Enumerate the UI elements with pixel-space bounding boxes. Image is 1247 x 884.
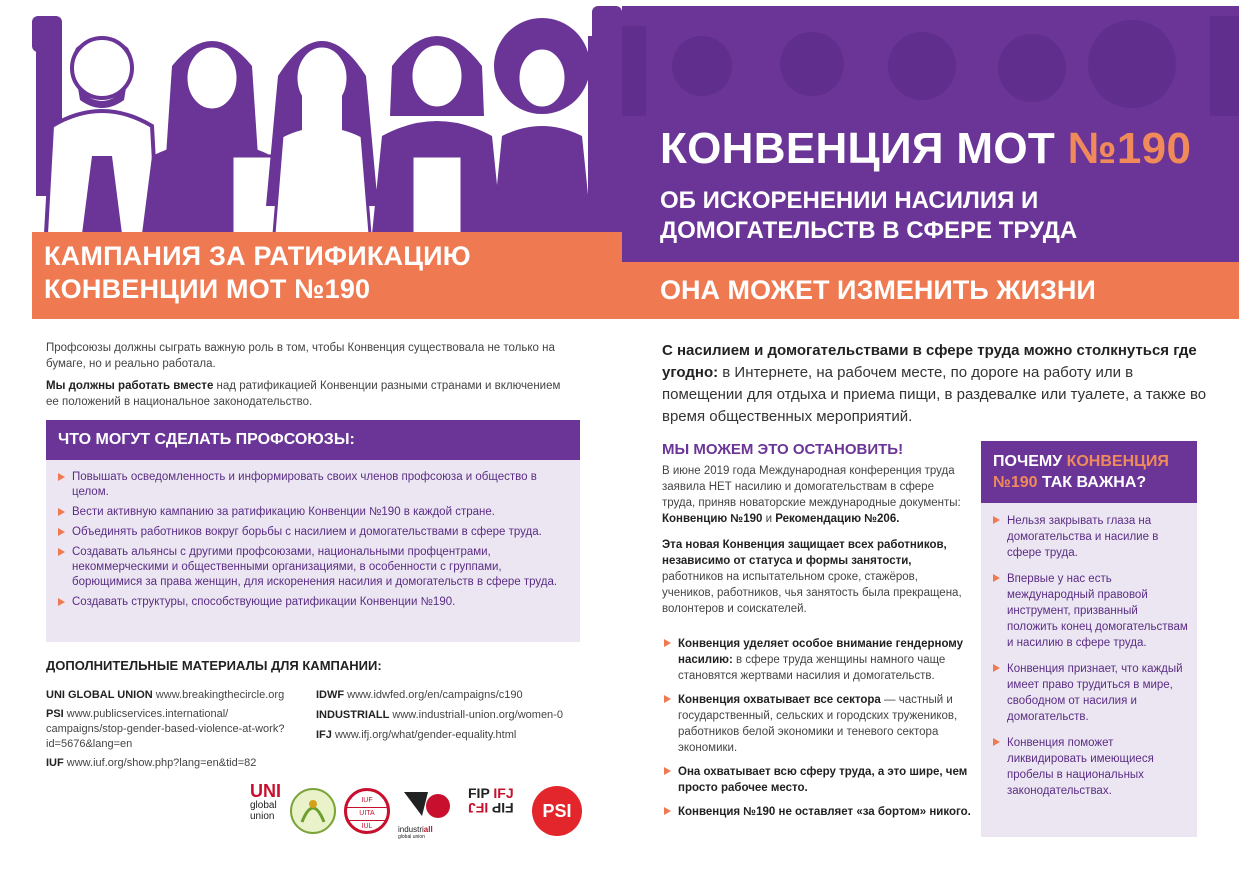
we-can-stop-it-heading: МЫ МОЖЕМ ЭТО ОСТАНОВИТЬ!: [662, 441, 904, 458]
bullet-triangle-icon: [993, 516, 1000, 524]
convention-subtitle-line-2: ДОМОГАТЕЛЬСТВ В СФЕРЕ ТРУДА: [660, 217, 1078, 244]
campaign-title-banner: [32, 232, 622, 319]
convention-description: [662, 463, 962, 627]
resources-left-column: [46, 688, 306, 771]
resources-heading: ДОПОЛНИТЕЛЬНЫЕ МАТЕРИАЛЫ ДЛЯ КАМПАНИИ:: [46, 658, 382, 673]
intro-text: [46, 340, 576, 416]
protection-paragraph: Эта новая Конвенция защищает всех работников, независимо от статуса и формы занятости, работников на испытательном сроке, стажёров, учеников, работников, чья занятость была прекращена, волонтеров и соискателей.: [662, 539, 962, 615]
why-important-box: [981, 441, 1197, 837]
resource-link[interactable]: IFJ www.ifj.org/what/gender-equality.html: [316, 729, 517, 741]
lead-paragraph: С насилием и домогательствами в сфере труда можно столкнуться где угодно: в Интернете, на рабочем месте, по дороге на работу или в помещении для отдыха и приема пищи, в раздевалке или туалете, а также во время общественных мероприятий.: [662, 342, 1207, 425]
convention-title-panel: [622, 6, 1239, 262]
convention-number: №190: [1067, 124, 1192, 173]
list-item: Вести активную кампанию за ратификацию Конвенции №190 в каждой стране.: [56, 505, 570, 520]
list-item: Конвенция №190 не оставляет «за бортом» никого.: [662, 804, 972, 820]
why-important-list: [991, 513, 1191, 809]
list-item: Конвенция поможет ликвидировать имеющиеся пробелы в национальных законодательствах.: [991, 735, 1191, 799]
bullet-triangle-icon: [664, 695, 671, 703]
list-item: Нельзя закрывать глаза на домогательства и насилие в сфере труда.: [991, 513, 1191, 561]
protesters-illustration: [32, 6, 622, 234]
bullet-triangle-icon: [58, 508, 65, 516]
convention-subtitle-line-1: ОБ ИСКОРЕНЕНИИ НАСИЛИЯ И: [660, 187, 1039, 214]
convention-title: КОНВЕНЦИЯ МОТ №190: [660, 124, 1192, 173]
resource-link[interactable]: UNI GLOBAL UNION www.breakingthecircle.org: [46, 689, 285, 701]
campaign-title-line-2: КОНВЕНЦИИ МОТ №190: [44, 274, 371, 304]
campaign-title-line-1: КАМПАНИЯ ЗА РАТИФИКАЦИЮ: [44, 241, 471, 271]
list-item: Объединять работников вокруг борьбы с насилием и домогательствами в сфере труда.: [56, 525, 570, 540]
resource-link[interactable]: IUF www.iuf.org/show.php?lang=en&tid=82: [46, 757, 257, 769]
bullet-triangle-icon: [993, 738, 1000, 746]
iuf-logo: IUF UITA IUL: [344, 788, 390, 834]
bullet-triangle-icon: [993, 574, 1000, 582]
list-item: Создавать альянсы с другими профсоюзами, национальными профцентрами, некоммерческими и общественными организациями, в особенности с группами, борющимися за права женщин, для искоренения насилия и домогательств в сфере труда.: [56, 545, 570, 590]
bullet-triangle-icon: [58, 473, 65, 481]
convention-subtitle: [660, 186, 1077, 246]
bullet-triangle-icon: [664, 767, 671, 775]
bullet-triangle-icon: [58, 528, 65, 536]
what-unions-can-do-box: [46, 420, 580, 642]
change-lives-text: ОНА МОЖЕТ ИЗМЕНИТЬ ЖИЗНИ: [660, 275, 1096, 305]
intro-paragraph-1: Профсоюзы должны сыграть важную роль в том, чтобы Конвенция существовала не только на бумаге, но и реально работала.: [46, 342, 555, 370]
campaign-title: [44, 240, 471, 306]
list-item: Конвенция охватывает все сектора — частный и государственный, сельских и городских тружеников, работников белой экономики и теневого сектора экономики.: [662, 692, 972, 756]
what-unions-heading: ЧТО МОГУТ СДЕЛАТЬ ПРОФСОЮЗЫ:: [46, 420, 580, 460]
uni-global-union-logo: UNI global union: [250, 781, 281, 822]
why-important-heading: ПОЧЕМУ КОНВЕНЦИЯ №190 ТАК ВАЖНА?: [981, 441, 1197, 503]
list-item: Она охватывает всю сферу труда, а это шире, чем просто рабочее место.: [662, 764, 972, 796]
industriall-logo: industriall global union: [398, 786, 454, 838]
list-item: Повышать осведомленность и информировать своих членов профсоюза и общество в целом.: [56, 470, 570, 500]
adoption-paragraph: В июне 2019 года Международная конференция труда заявила НЕТ насилию и домогательствам в сфере труда, приняв новаторские международные документы: Конвенцию №190 и Рекомендацию №206.: [662, 465, 961, 525]
list-item: Конвенция уделяет особое внимание гендерному насилию: в сфере труда женщины намного чаще становятся жертвами насилия и домогательств.: [662, 636, 972, 684]
women-protest-illustration: [32, 6, 622, 234]
list-item: Создавать структуры, способствующие ратификации Конвенции №190.: [56, 595, 570, 610]
convention-features-list: [662, 636, 972, 828]
resource-link[interactable]: IDWF www.idwfed.org/en/campaigns/c190: [316, 689, 523, 701]
bullet-triangle-icon: [664, 807, 671, 815]
bullet-triangle-icon: [993, 664, 1000, 672]
intro-paragraph-2: Мы должны работать вместе над ратификацией Конвенции разными странами и включением ее положений в национальное законодательство.: [46, 380, 561, 408]
bullet-triangle-icon: [58, 548, 65, 556]
what-unions-list: [56, 470, 570, 615]
idwf-logo: [290, 788, 336, 834]
resources-right-column: [316, 688, 591, 743]
ifj-logo: FIP IFJ FIP IFJ: [468, 785, 514, 816]
psi-logo: PSI: [532, 786, 582, 836]
list-item: Конвенция признает, что каждый имеет право трудиться в мире, свободном от насилия и домогательств.: [991, 661, 1191, 725]
list-item: Впервые у нас есть международный правовой инструмент, призванный положить конец домогательствам и насилию в сфере труда.: [991, 571, 1191, 651]
bullet-triangle-icon: [664, 639, 671, 647]
resource-link[interactable]: PSI www.publicservices.international/ campaigns/stop-gender-based-violence-at-work?id=5676&lang=en: [46, 708, 285, 750]
partner-logos: [250, 782, 590, 840]
resource-link[interactable]: INDUSTRIALL www.industriall-union.org/women-0: [316, 709, 563, 721]
change-lives-banner: [622, 262, 1239, 319]
bullet-triangle-icon: [58, 598, 65, 606]
